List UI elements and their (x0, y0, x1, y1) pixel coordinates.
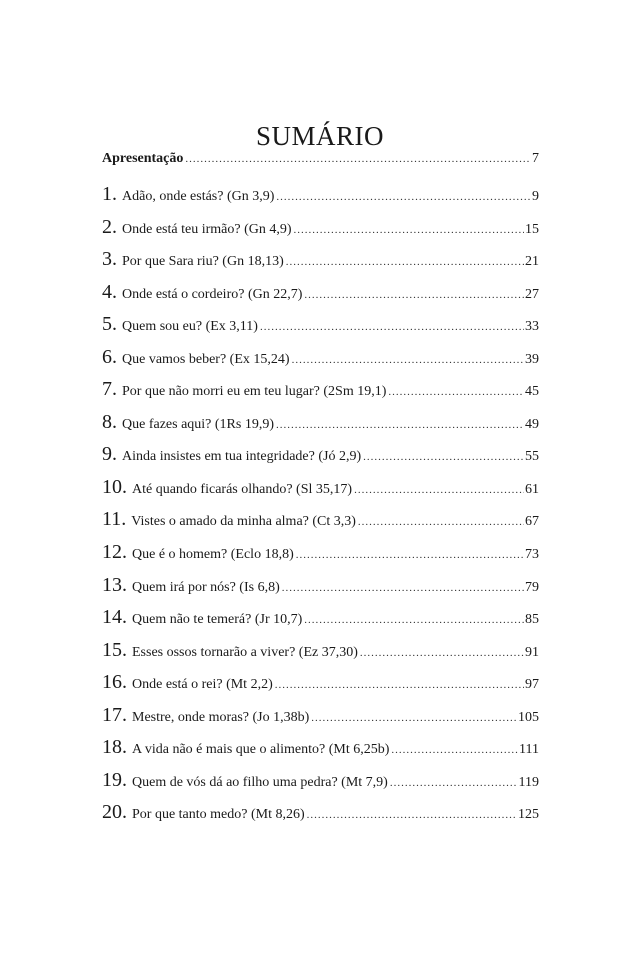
toc-entry-number: 12. (102, 541, 127, 564)
toc-entry-label: Até quando ficarás olhando? (Sl 35,17) (132, 481, 353, 497)
toc-entry-label: Quem sou eu? (Ex 3,11) (122, 319, 258, 335)
toc-entry (102, 346, 539, 379)
toc-entry-number: 17. (102, 703, 127, 726)
toc-entry-page: 61 (525, 481, 539, 497)
toc-entry (102, 411, 539, 444)
toc-entry-page: 27 (525, 286, 539, 302)
dot-leader (260, 321, 524, 333)
toc-entry-page: 15 (525, 221, 539, 237)
dot-leader (282, 582, 524, 594)
toc-entry-label: Mestre, onde moras? (Jo 1,38b) (132, 709, 310, 725)
toc-entry-intro (102, 151, 539, 183)
dot-leader (307, 809, 517, 821)
dot-leader (304, 614, 524, 626)
dot-leader (185, 153, 531, 165)
toc-entry-number: 10. (102, 475, 127, 498)
dot-leader (360, 647, 524, 659)
dot-leader (294, 224, 525, 236)
toc-entry (102, 378, 539, 411)
toc-entry-number: 1. (102, 183, 117, 205)
toc-entry-label: Quem de vós dá ao filho uma pedra? (Mt 7,9) (132, 774, 388, 790)
toc-entry (102, 541, 539, 574)
toc-entry-number: 19. (102, 768, 127, 791)
toc-entry (102, 313, 539, 346)
dot-leader (363, 451, 524, 463)
toc-entry-number: 5. (102, 313, 117, 336)
toc-entry-page: 85 (525, 612, 539, 628)
toc-entry-number: 14. (102, 606, 127, 629)
dot-leader (286, 256, 524, 268)
toc-entry (102, 606, 539, 639)
page-title: SUMÁRIO (255, 121, 385, 152)
dot-leader (311, 712, 517, 724)
dot-leader (275, 679, 524, 691)
toc-entry-page: 97 (525, 677, 539, 693)
toc-entry-label: Quem irá por nós? (Is 6,8) (132, 579, 280, 595)
toc-entry (102, 801, 539, 834)
toc-entry-number: 13. (102, 573, 127, 596)
toc-entry (102, 769, 539, 802)
dot-leader (358, 516, 524, 528)
toc-entry-page: 45 (525, 384, 539, 400)
toc-entry (102, 216, 539, 249)
toc-entry (102, 248, 539, 281)
toc-entry-page: 7 (532, 151, 539, 166)
toc-entry-page: 67 (525, 514, 539, 530)
toc-entry-page: 79 (525, 579, 539, 595)
dot-leader (292, 354, 524, 366)
toc-entry-number: 18. (102, 736, 127, 759)
toc-entry (102, 574, 539, 607)
toc-entry (102, 443, 539, 476)
toc-entry-number: 20. (102, 801, 127, 824)
toc-entry-page: 55 (525, 449, 539, 465)
toc-entry-number: 3. (102, 248, 117, 271)
toc-entry-number: 9. (102, 443, 117, 466)
dot-leader (276, 191, 531, 203)
toc-entry-page: 105 (518, 709, 539, 725)
toc-entry-page: 125 (518, 807, 539, 823)
toc-entry (102, 508, 539, 541)
toc-entry-number: 7. (102, 378, 117, 401)
toc-entry-label: Que fazes aqui? (1Rs 19,9) (122, 416, 275, 432)
dot-leader (276, 419, 524, 431)
toc-entry (102, 704, 539, 737)
toc-entry-page: 91 (525, 644, 539, 660)
toc-entry (102, 281, 539, 314)
toc-entry-label: Ainda insistes em tua integridade? (Jó 2,9) (122, 449, 362, 465)
toc-entry-page: 39 (525, 351, 539, 367)
dot-leader (390, 777, 518, 789)
dot-leader (391, 744, 518, 756)
toc-entry-label: Onde está o rei? (Mt 2,2) (132, 677, 273, 693)
toc-entry-page: 111 (519, 742, 539, 758)
toc-entry-page: 49 (525, 416, 539, 432)
toc-entry-label: Que vamos beber? (Ex 15,24) (122, 351, 290, 367)
toc-entry (102, 736, 539, 769)
dot-leader (296, 549, 524, 561)
dot-leader (304, 289, 524, 301)
toc-entry-page: 73 (525, 547, 539, 563)
toc-entry-label: Onde está teu irmão? (Gn 4,9) (122, 221, 292, 237)
toc-entry-page: 33 (525, 319, 539, 335)
toc-entry-number: 4. (102, 280, 117, 303)
toc-entry (102, 671, 539, 704)
toc-entry-number: 2. (102, 215, 117, 238)
toc-entry-number: 16. (102, 671, 127, 694)
toc-entry-label: Por que não morri eu em teu lugar? (2Sm 19,1) (122, 384, 387, 400)
toc-entry-page: 9 (532, 189, 539, 204)
toc-entry (102, 183, 539, 216)
toc-entry-label: Adão, onde estás? (Gn 3,9) (122, 189, 275, 204)
toc-entry-label: A vida não é mais que o alimento? (Mt 6,25b) (132, 742, 390, 758)
toc-entry-label: Esses ossos tornarão a viver? (Ez 37,30) (132, 644, 358, 660)
toc-entry-number: 11. (102, 508, 127, 531)
toc-entry-number: 8. (102, 410, 117, 433)
table-of-contents (102, 151, 539, 834)
toc-entry-label: Vistes o amado da minha alma? (Ct 3,3) (131, 514, 356, 530)
toc-entry (102, 476, 539, 509)
toc-entry-label: Apresentação (102, 151, 184, 166)
dot-leader (354, 484, 524, 496)
toc-entry (102, 639, 539, 672)
toc-entry-label: Por que tanto medo? (Mt 8,26) (132, 807, 305, 823)
toc-entry-label: Por que Sara riu? (Gn 18,13) (122, 254, 284, 270)
dot-leader (388, 386, 524, 398)
toc-entry-label: Que é o homem? (Eclo 18,8) (132, 547, 294, 563)
toc-entry-page: 21 (525, 254, 539, 270)
toc-entry-label: Quem não te temerá? (Jr 10,7) (132, 612, 303, 628)
toc-entry-number: 6. (102, 345, 117, 368)
toc-entry-number: 15. (102, 638, 127, 661)
toc-entry-page: 119 (518, 774, 539, 790)
toc-entry-label: Onde está o cordeiro? (Gn 22,7) (122, 286, 303, 302)
